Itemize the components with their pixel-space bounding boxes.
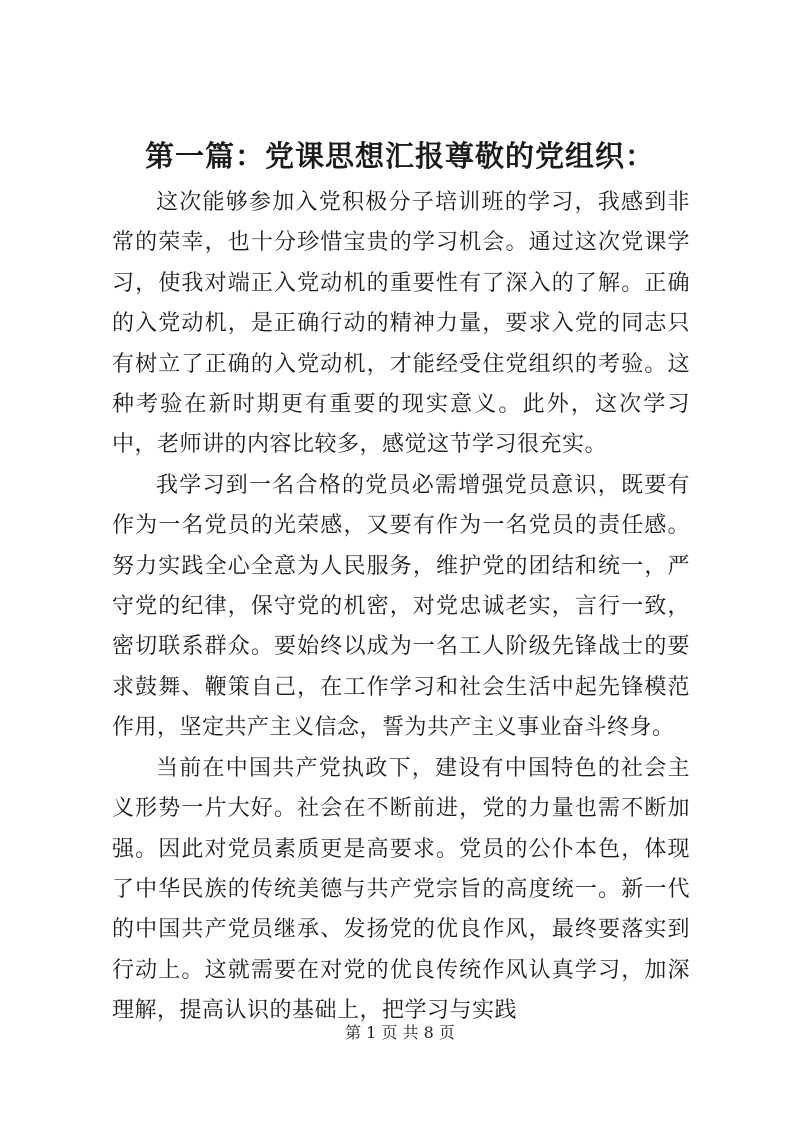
page-footer: 第 1 页 共 8 页 [345, 1023, 455, 1042]
document-body [112, 183, 690, 1032]
document-title: 第一篇：党课思想汇报尊敬的党组织： [144, 139, 655, 173]
paragraph-1: 这次能够参加入党积极分子培训班的学习，我感到非常的荣幸，也十分珍惜宝贵的学习机会。通过这次党课学习，使我对端正入党动机的重要性有了深入的了解。正确的入党动机，是正确行动的精神力量，要求入党的同志只有树立了正确的入党动机，才能经受住党组织的考验。这种考验在新时期更有重要的现实意义。此外，这次学习中，老师讲的内容比较多，感觉这节学习很充实。 [112, 190, 690, 458]
paragraph-2: 我学习到一名合格的党员必需增强党员意识，既要有作为一名党员的光荣感，又要有作为一名党员的责任感。努力实践全心全意为人民服务，维护党的团结和统一，严守党的纪律，保守党的机密，对党忠诚老实，言行一致，密切联系群众。要始终以成为一名工人阶级先锋战士的要求鼓舞、鞭策自己，在工作学习和社会生活中起先锋模范作用，坚定共产主义信念，誓为共产主义事业奋斗终身。 [112, 472, 690, 741]
paragraph-3: 当前在中国共产党执政下，建设有中国特色的社会主义形势一片大好。社会在不断前进，党的力量也需不断加强。因此对党员素质更是高要求。党员的公仆本色，体现了中华民族的传统美德与共产党宗旨的高度统一。新一代的中国共产党员继承、发扬党的优良作风，最终要落实到行动上。这就需要在对党的优良传统作风认真学习，加深理解，提高认识的基础上，把学习与实践 [112, 755, 690, 1024]
